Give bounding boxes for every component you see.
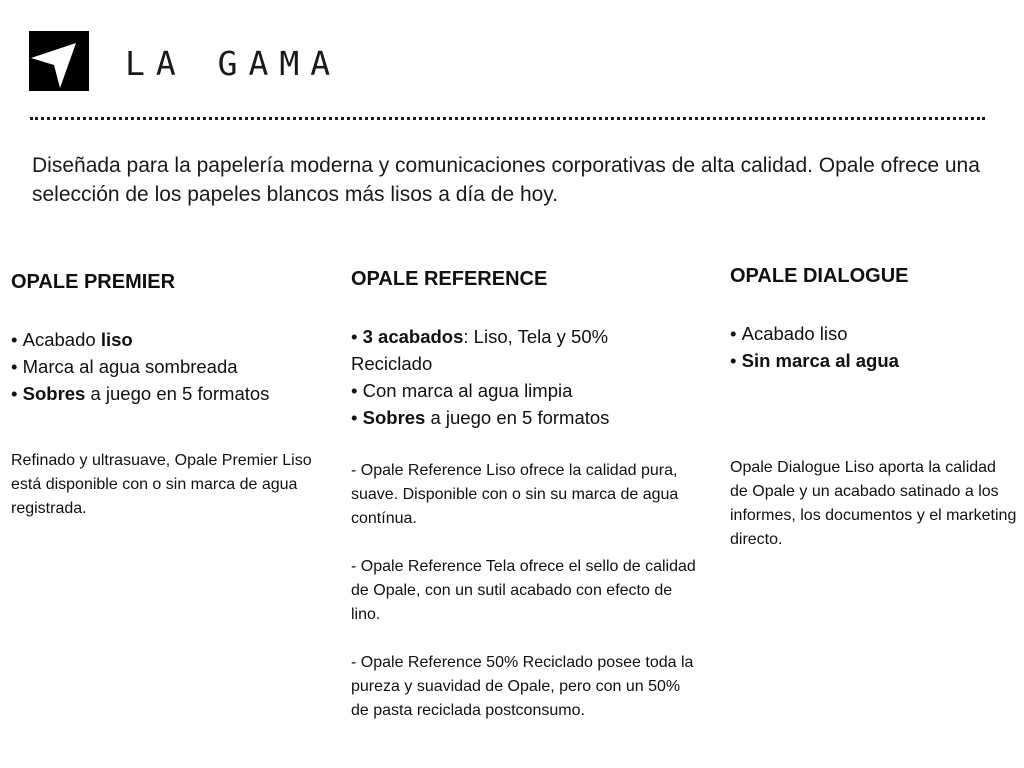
column-opale-premier	[11, 270, 331, 521]
description	[351, 459, 699, 723]
feature-item: • Sin marca al agua	[730, 347, 1020, 374]
column-opale-dialogue	[730, 264, 1020, 552]
feature-item: • 3 acabados: Liso, Tela y 50% Reciclado	[351, 323, 641, 377]
description-paragraph: - Opale Reference Liso ofrece la calidad pura, suave. Disponible con o sin su marca de agua contínua.	[351, 462, 679, 527]
description	[730, 456, 1018, 552]
feature-list	[351, 323, 641, 431]
feature-item: • Con marca al agua limpia	[351, 377, 641, 404]
dotted-divider	[30, 117, 985, 120]
feature-item: • Acabado liso	[11, 326, 331, 353]
feature-item: • Sobres a juego en 5 formatos	[351, 404, 641, 431]
description	[11, 449, 329, 521]
description-paragraph: - Opale Reference Tela ofrece el sello de calidad de Opale, con un sutil acabado con efecto de lino.	[351, 558, 696, 623]
description-paragraph: Opale Dialogue Liso aporta la calidad de Opale y un acabado satinado a los informes, los documentos y el marketing directo.	[730, 459, 1017, 548]
feature-item: • Marca al agua sombreada	[11, 353, 331, 380]
column-opale-reference	[351, 267, 701, 723]
intro-text: Diseñada para la papelería moderna y comunicaciones corporativas de alta calidad. Opale ofrece una selección de los papeles blancos más lisos a día de hoy.	[32, 154, 980, 206]
description-paragraph: - Opale Reference 50% Reciclado posee toda la pureza y suavidad de Opale, pero con un 50% de pasta reciclada postconsumo.	[351, 654, 694, 719]
feature-item: • Acabado liso	[730, 320, 1020, 347]
feature-list	[11, 326, 331, 407]
feature-list	[730, 320, 1020, 374]
column-title: OPALE PREMIER	[11, 271, 176, 293]
column-title: OPALE DIALOGUE	[730, 265, 909, 287]
triangle-arrow-logo-icon	[29, 31, 89, 91]
page-title: LA GAMA	[125, 44, 342, 83]
feature-item: • Sobres a juego en 5 formatos	[11, 380, 331, 407]
description-paragraph: Refinado y ultrasuave, Opale Premier Liso está disponible con o sin marca de agua registrada.	[11, 452, 312, 517]
column-title: OPALE REFERENCE	[351, 268, 548, 290]
